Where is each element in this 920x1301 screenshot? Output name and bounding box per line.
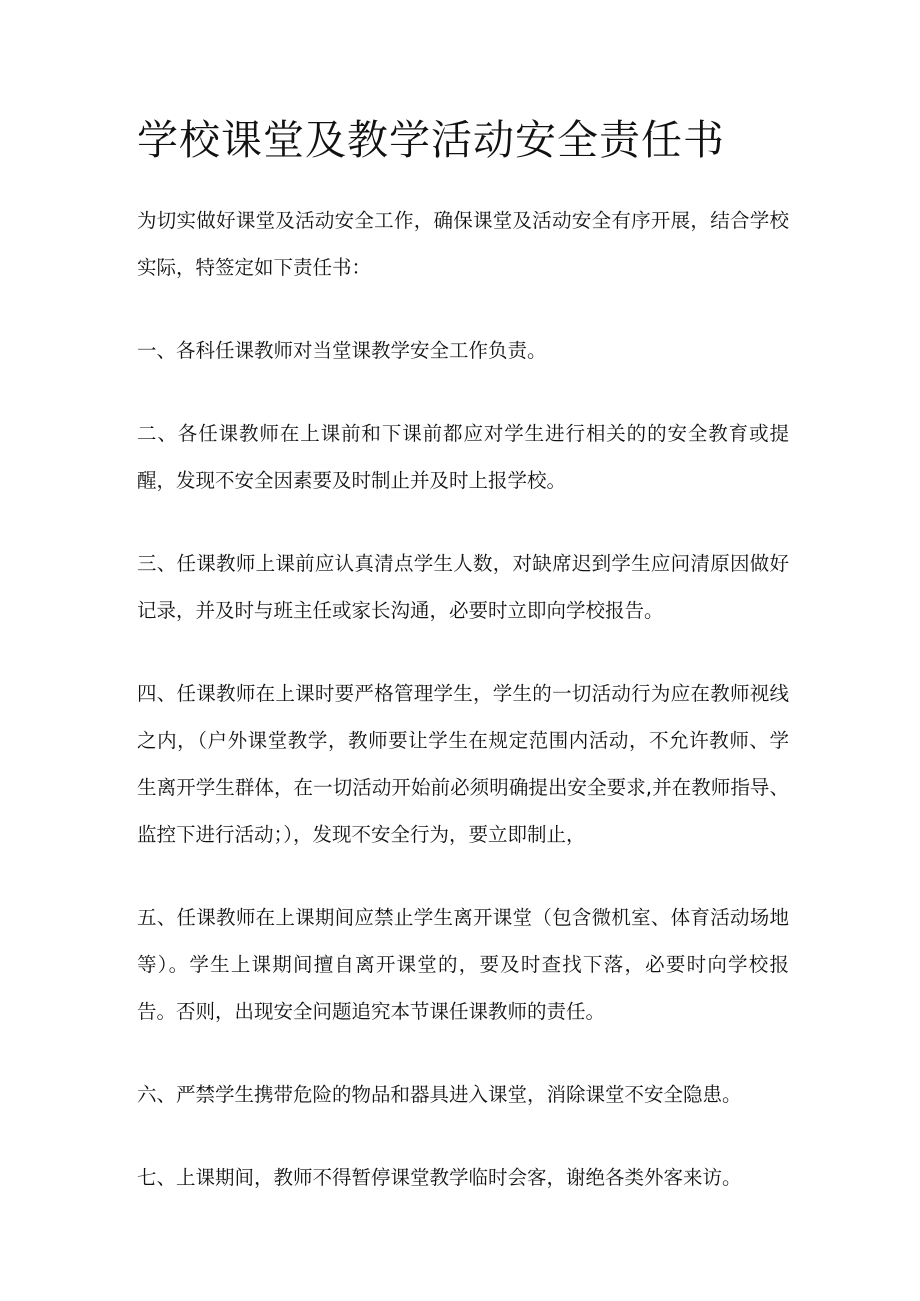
document-title: 学校课堂及教学活动安全责任书	[137, 116, 725, 164]
clause-6: 六、严禁学生携带危险的物品和器具进入课堂，消除课堂不安全隐患。	[137, 1083, 742, 1106]
intro-paragraph: 为切实做好课堂及活动安全工作，确保课堂及活动安全有序开展，结合学校实际，特签定如下责任书：	[137, 209, 789, 279]
clause-2: 二、各任课教师在上课前和下课前都应对学生进行相关的的安全教育或提醒，发现不安全因素要及时制止并及时上报学校。	[137, 422, 789, 492]
clause-5: 五、任课教师在上课期间应禁止学生离开课堂（包含微机室、体育活动场地等）。学生上课期间擅自离开课堂的，要及时查找下落，必要时向学校报告。否则，出现安全问题追究本节课任课教师的责任。	[137, 906, 789, 1023]
clause-7: 七、上课期间，教师不得暂停课堂教学临时会客，谢绝各类外客来访。	[137, 1166, 742, 1189]
clause-1: 一、各科任课教师对当堂课教学安全工作负责。	[137, 339, 547, 362]
document-body	[137, 197, 789, 1237]
clause-4: 四、任课教师在上课时要严格管理学生，学生的一切活动行为应在教师视线之内，（户外课堂教学，教师要让学生在规定范围内活动，不允许教师、学生离开学生群体，在一切活动开始前必须明确提出安全要求,并在教师指导、监控下进行活动；），发现不安全行为，要立即制止，	[137, 682, 789, 846]
clause-3: 三、任课教师上课前应认真清点学生人数，对缺席迟到学生应问清原因做好记录，并及时与班主任或家长沟通，必要时立即向学校报告。	[137, 552, 789, 622]
